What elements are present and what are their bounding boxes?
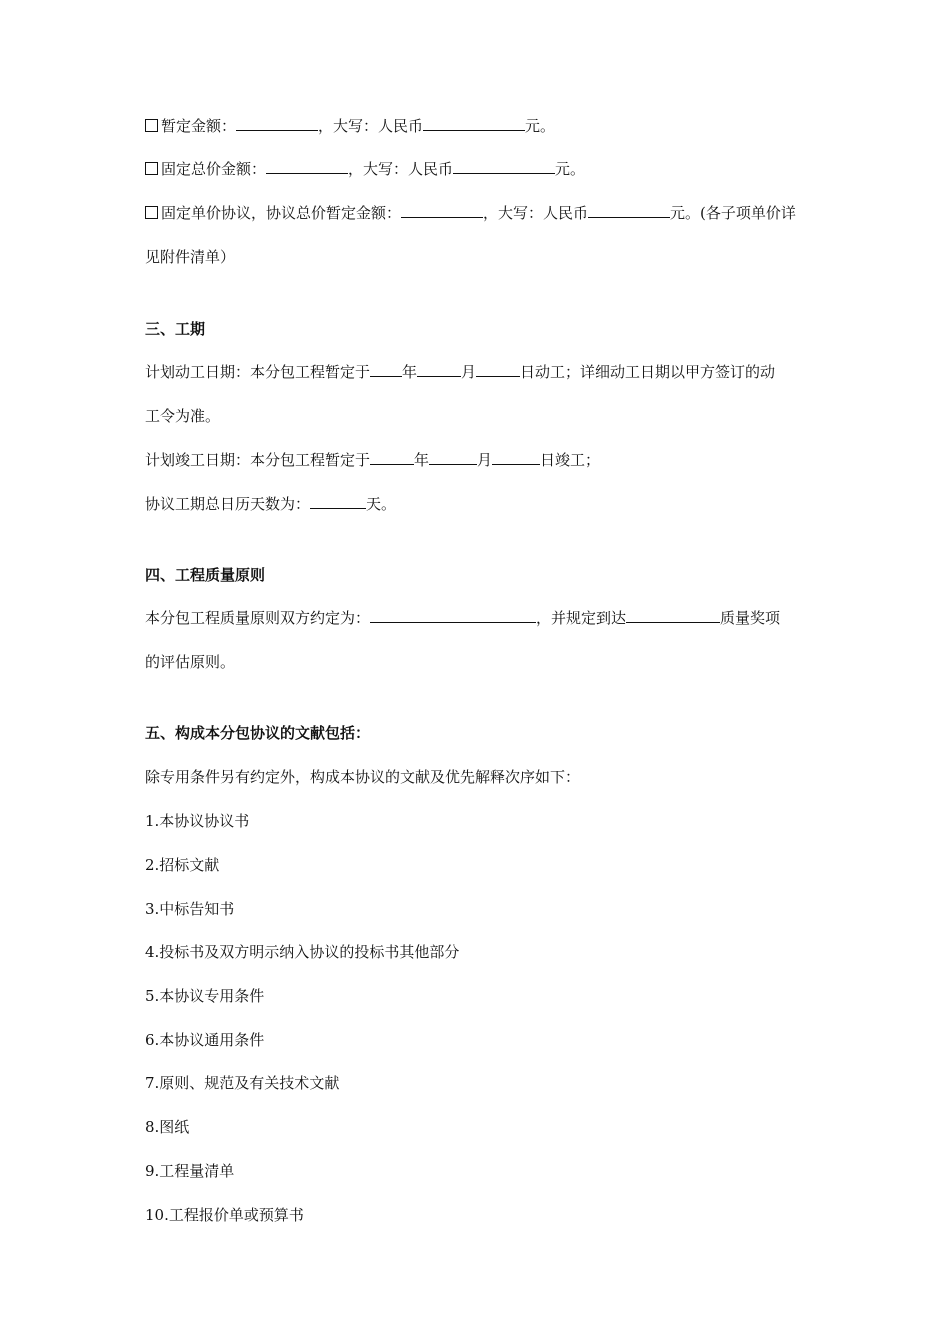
fixed-total-sep: ，大写：人民币 — [348, 160, 454, 178]
fixed-total-blank[interactable] — [266, 159, 348, 174]
provisional-amount-unit: 元。 — [525, 117, 556, 135]
section-5-heading: 五、构成本分包协议的文献包括： — [145, 724, 371, 742]
section-3-heading: 三、工期 — [145, 320, 206, 338]
provisional-amount-checkbox[interactable] — [145, 119, 158, 132]
section-5-intro: 除专用条件另有约定外，构成本协议的文献及优先解释次序如下： — [145, 768, 581, 786]
fixed-unit-line — [145, 203, 810, 223]
finish-year-blank[interactable] — [370, 450, 414, 465]
duration-days-blank[interactable] — [310, 494, 366, 509]
provisional-amount-label: 暂定金额： — [161, 117, 237, 135]
planned-finish-line — [145, 450, 810, 470]
fixed-total-checkbox[interactable] — [145, 162, 158, 175]
document-list-item: 3.中标告知书 — [145, 900, 235, 918]
document-list-item: 7.原则、规范及有关技术文献 — [145, 1074, 340, 1092]
document-list-item: 10.工程报价单或预算书 — [145, 1206, 304, 1224]
planned-finish-suffix: 日竣工； — [540, 451, 601, 469]
start-year-label: 年 — [402, 363, 418, 381]
fixed-unit-sep: ，大写：人民币 — [483, 204, 589, 222]
quality-standard-prefix: 本分包工程质量原则双方约定为： — [145, 609, 371, 627]
finish-month-label: 月 — [477, 451, 493, 469]
section-4-heading: 四、工程质量原则 — [145, 566, 266, 584]
provisional-amount-blank[interactable] — [236, 116, 318, 131]
document-list-item: 2.招标文献 — [145, 856, 220, 874]
fixed-unit-words-blank[interactable] — [588, 203, 670, 218]
planned-start-continuation: 工令为准。 — [145, 407, 221, 425]
document-list-item: 8.图纸 — [145, 1118, 190, 1136]
document-list-item: 4.投标书及双方明示纳入协议的投标书其他部分 — [145, 943, 460, 961]
start-day-blank[interactable] — [476, 362, 520, 377]
quality-standard-blank[interactable] — [370, 608, 536, 623]
fixed-unit-continuation: 见附件清单） — [145, 248, 236, 266]
fixed-unit-label: 固定单价协议，协议总价暂定金额： — [161, 204, 402, 222]
quality-standard-suffix: 质量奖项 — [720, 609, 781, 627]
fixed-unit-checkbox[interactable] — [145, 206, 158, 219]
fixed-total-unit: 元。 — [555, 160, 586, 178]
finish-day-blank[interactable] — [492, 450, 540, 465]
provisional-amount-sep: ，大写：人民币 — [318, 117, 424, 135]
fixed-unit-unit: 元。(各子项单价详 — [670, 204, 796, 222]
document-list-item: 9.工程量清单 — [145, 1162, 235, 1180]
finish-year-label: 年 — [414, 451, 430, 469]
document-list-item: 5.本协议专用条件 — [145, 987, 265, 1005]
planned-finish-prefix: 计划竣工日期：本分包工程暂定于 — [145, 451, 371, 469]
duration-suffix: 天。 — [366, 495, 397, 513]
planned-start-suffix: 日动工；详细动工日期以甲方签订的动 — [520, 363, 776, 381]
provisional-amount-words-blank[interactable] — [423, 116, 525, 131]
start-year-blank[interactable] — [370, 362, 402, 377]
quality-standard-mid: ，并规定到达 — [536, 609, 627, 627]
duration-line — [145, 494, 810, 514]
quality-standard-line — [145, 608, 810, 628]
document-list-item: 6.本协议通用条件 — [145, 1031, 265, 1049]
planned-start-prefix: 计划动工日期：本分包工程暂定于 — [145, 363, 371, 381]
fixed-total-label: 固定总价金额： — [161, 160, 267, 178]
document-list-item: 1.本协议协议书 — [145, 812, 250, 830]
fixed-unit-blank[interactable] — [401, 203, 483, 218]
fixed-total-line — [145, 159, 810, 179]
provisional-amount-line — [145, 116, 810, 136]
start-month-blank[interactable] — [417, 362, 461, 377]
planned-start-line — [145, 362, 810, 382]
finish-month-blank[interactable] — [429, 450, 477, 465]
fixed-total-words-blank[interactable] — [453, 159, 555, 174]
quality-award-blank[interactable] — [626, 608, 720, 623]
duration-prefix: 协议工期总日历天数为： — [145, 495, 311, 513]
start-month-label: 月 — [461, 363, 477, 381]
quality-standard-continuation: 的评估原则。 — [145, 653, 236, 671]
